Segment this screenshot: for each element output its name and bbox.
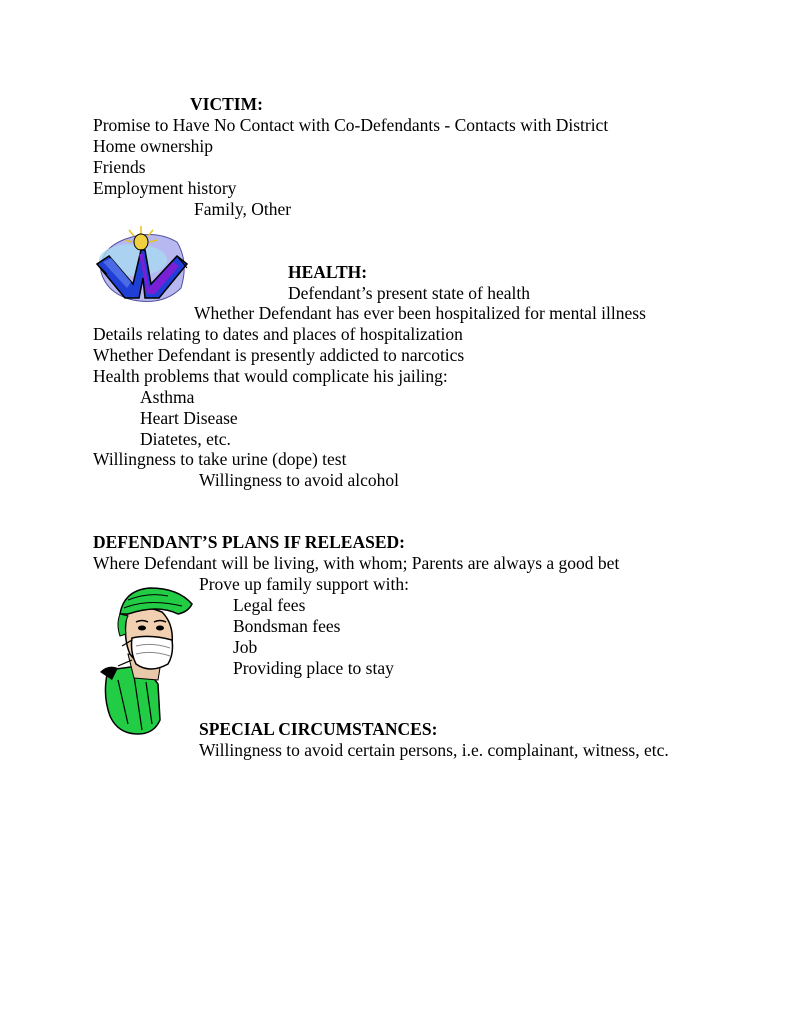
health-condition: Heart Disease bbox=[140, 408, 238, 428]
support-item: Job bbox=[233, 637, 258, 657]
arm-wrestling-icon bbox=[93, 222, 189, 306]
victim-line: Home ownership bbox=[93, 136, 214, 156]
health-line: Whether Defendant is presently addicted to narcotics bbox=[93, 345, 465, 365]
plans-line: Prove up family support with: bbox=[199, 574, 409, 594]
surgeon-icon bbox=[98, 584, 196, 736]
victim-line: Employment history bbox=[93, 178, 237, 198]
victim-line: Friends bbox=[93, 157, 146, 177]
health-line: Willingness to avoid alcohol bbox=[199, 470, 400, 490]
health-line: Health problems that would complicate his jailing: bbox=[93, 366, 448, 386]
health-condition: Diatetes, etc. bbox=[140, 429, 231, 449]
health-line: Defendant’s present state of health bbox=[288, 283, 530, 303]
health-line: Willingness to take urine (dope) test bbox=[93, 449, 347, 469]
special-heading: SPECIAL CIRCUMSTANCES: bbox=[199, 719, 438, 739]
support-item: Providing place to stay bbox=[233, 658, 394, 678]
plans-heading: DEFENDANT’S PLANS IF RELEASED: bbox=[93, 532, 405, 552]
health-heading: HEALTH: bbox=[288, 262, 368, 282]
support-item: Legal fees bbox=[233, 595, 306, 615]
plans-line: Where Defendant will be living, with whom; Parents are always a good bet bbox=[93, 553, 620, 573]
health-condition: Asthma bbox=[140, 387, 195, 407]
victim-line: Promise to Have No Contact with Co-Defendants - Contacts with District bbox=[93, 115, 609, 135]
support-item: Bondsman fees bbox=[233, 616, 341, 636]
victim-heading: VICTIM: bbox=[190, 94, 263, 114]
victim-line: Family, Other bbox=[194, 199, 292, 219]
special-line: Willingness to avoid certain persons, i.e. complainant, witness, etc. bbox=[199, 740, 669, 760]
health-line: Whether Defendant has ever been hospitalized for mental illness bbox=[194, 303, 646, 323]
health-line: Details relating to dates and places of hospitalization bbox=[93, 324, 463, 344]
